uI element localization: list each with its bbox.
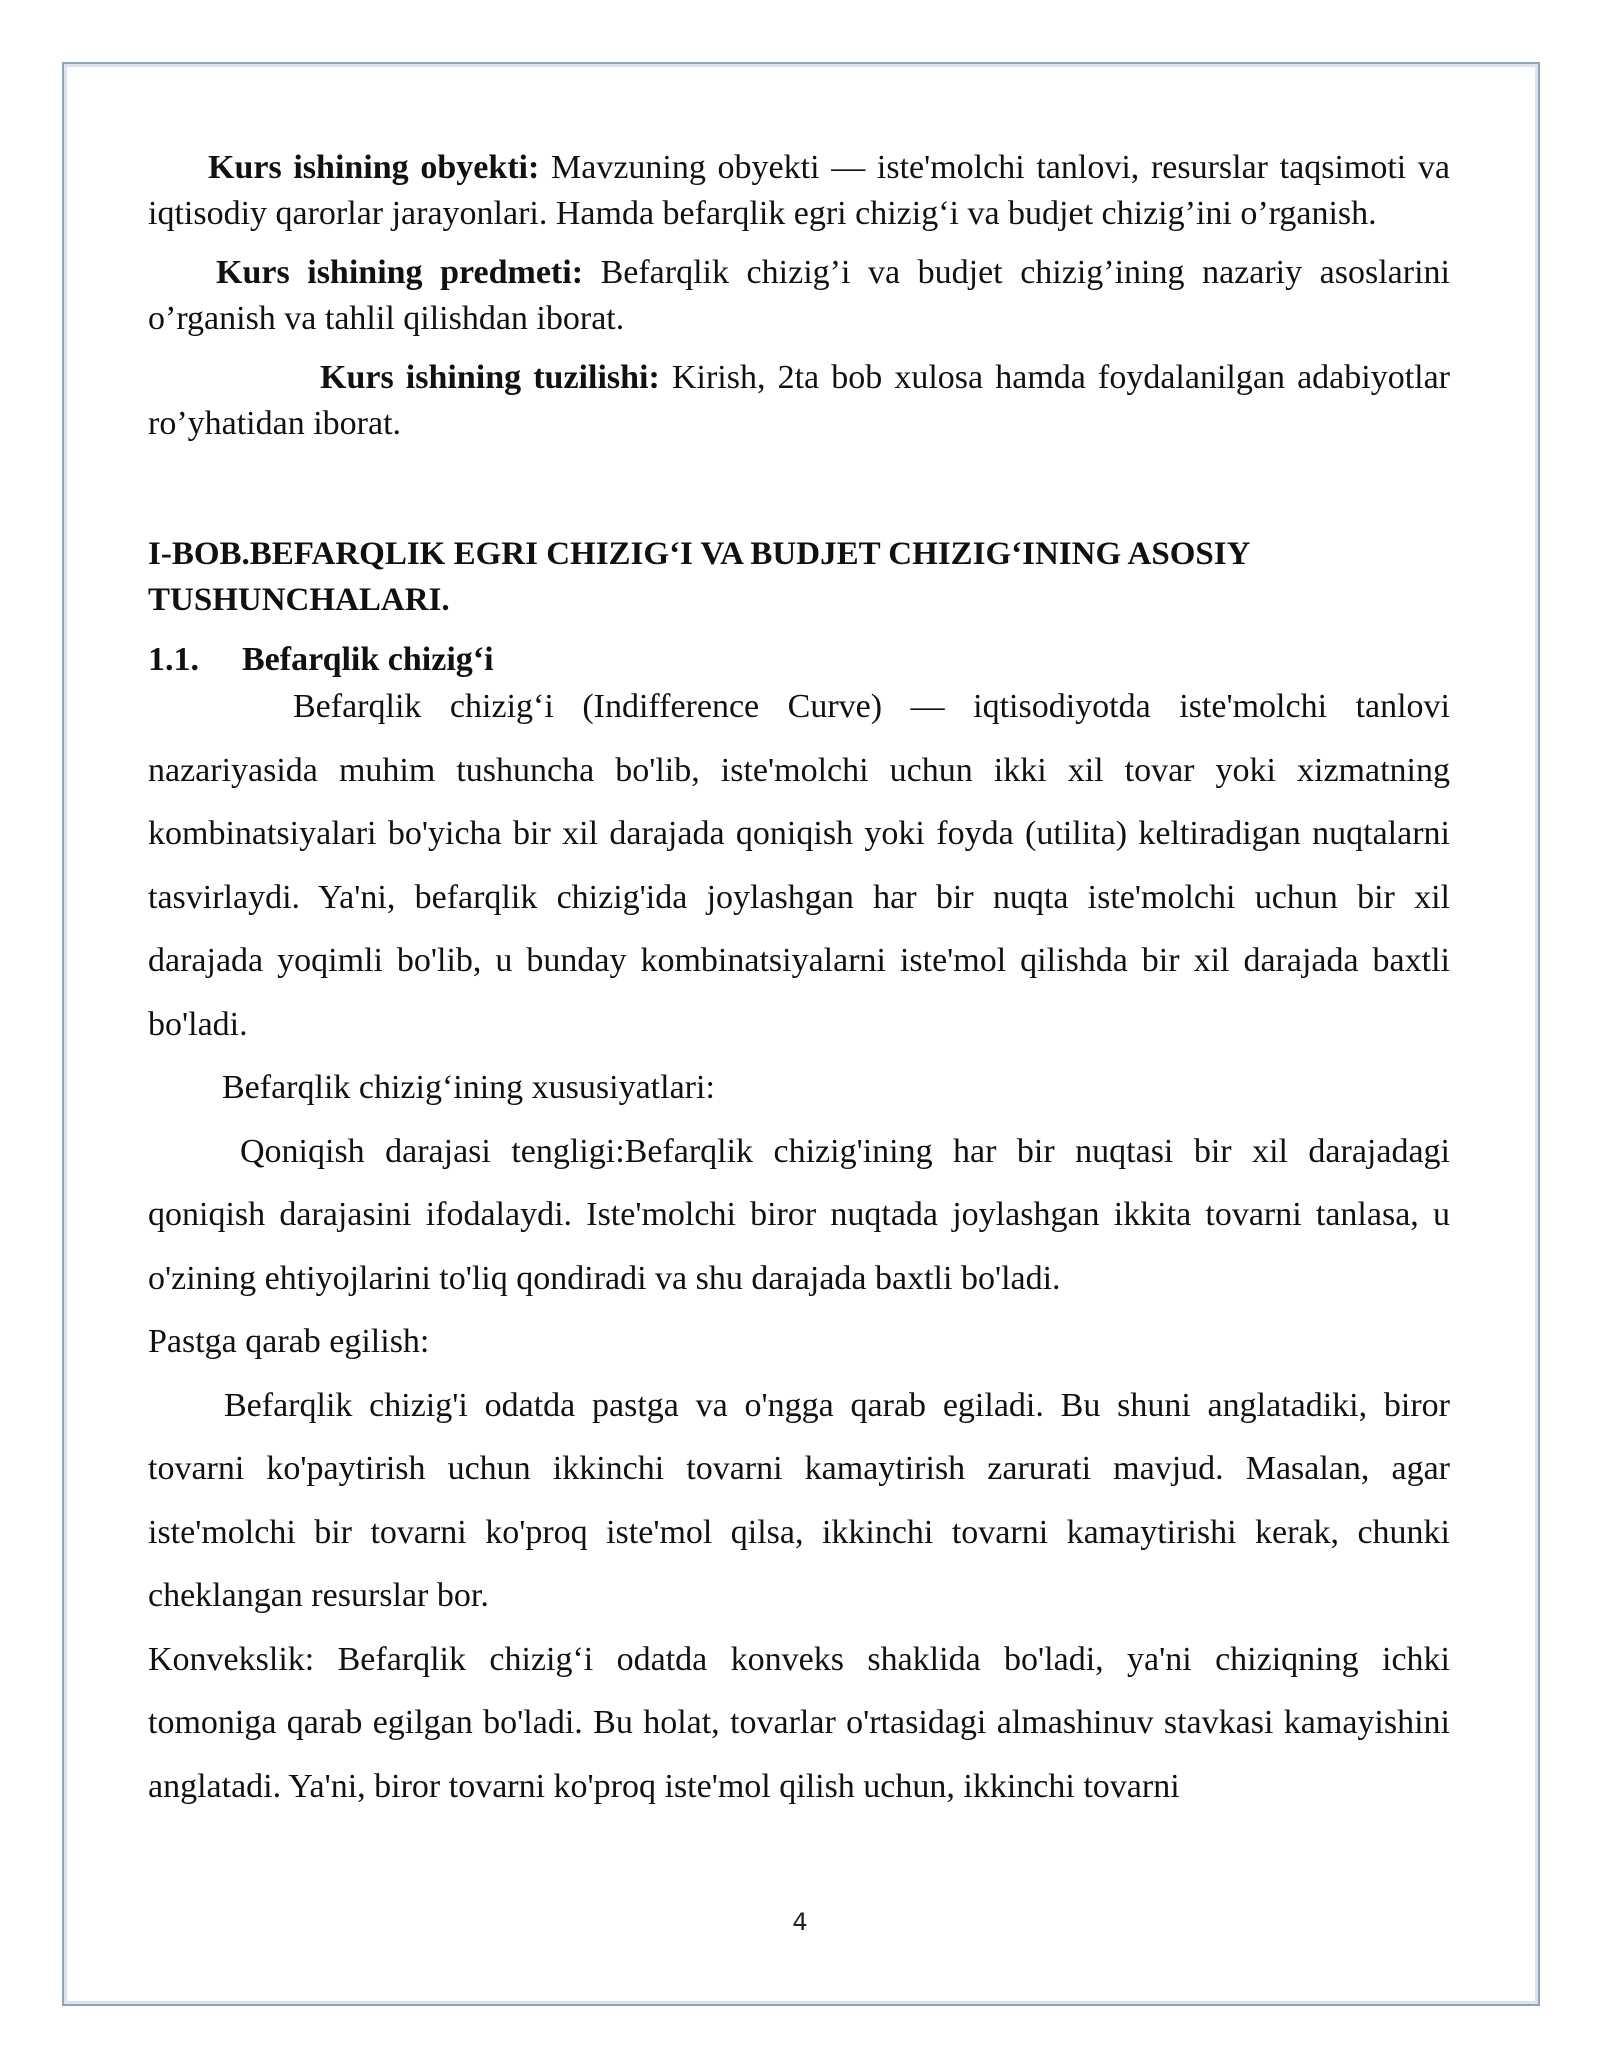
page-number: 4: [792, 1908, 808, 1936]
section-number: 1.1.: [148, 641, 199, 678]
course-object-label: Kurs ishining obyekti:: [208, 149, 540, 186]
course-subject-text: Befarqlik chizig’i va budjet chizig’ining nazariy asoslarini o’rganish va tahlil qilishdan iborat.: [148, 254, 1450, 337]
course-subject-label: Kurs ishining predmeti:: [216, 254, 584, 291]
document-body: [148, 145, 1450, 1818]
course-object-text: Mavzuning obyekti — iste'molchi tanlovi, resurslar taqsimoti va iqtisodiy qarorlar jarayonlari. Hamda befarqlik egri chizig‘i va budjet chizig’ini o’rganish.: [148, 149, 1451, 232]
body-paragraph-properties-heading: Befarqlik chizig‘ining xususiyatlari:: [222, 1069, 715, 1106]
course-structure-paragraph: [148, 355, 1450, 447]
section-title: Befarqlik chizig‘i: [242, 641, 494, 678]
body-paragraph-definition: Befarqlik chizig‘i (Indifference Curve) — iqtisodiyotda iste'molchi tanlovi nazariyasida muhim tushuncha bo'lib, iste'molchi uchun ikki xil tovar yoki xizmatning kombinatsiyalari bo'yicha bir xil darajada qoniqish yoki foyda (utilita) keltiradigan nuqtalarni tasvirlaydi. Ya'ni, befarqlik chizig'ida joylashgan har bir nuqta iste'molchi uchun bir xil darajada yoqimli bo'lib, u bunday kombinatsiyalarni iste'mol qilishda bir xil darajada baxtli bo'ladi.: [148, 688, 1450, 1043]
course-object-paragraph: [148, 145, 1450, 237]
body-paragraph-satisfaction: Qoniqish darajasi tengligi:Befarqlik chizig'ining har bir nuqtasi bir xil darajadagi qoniqish darajasini ifodalaydi. Iste'molchi biror nuqtada joylashgan ikkita tovarni tanlasa, u o'zining ehtiyojlarini to'liq qondiradi va shu darajada baxtli bo'ladi.: [148, 1132, 1450, 1297]
course-subject-paragraph: [148, 250, 1450, 342]
body-paragraph-convexity: Konvekslik: Befarqlik chizig‘i odatda konveks shaklida bo'ladi, ya'ni chiziqning ichki tomoniga qarab egilgan bo'ladi. Bu holat, tovarlar o'rtasidagi almashinuv stavkasi kamayishini anglatadi. Ya'ni, biror tovarni ko'proq iste'mol qilish uchun, ikkinchi tovarni: [148, 1640, 1450, 1805]
body-paragraph-downward-heading: Pastga qarab egilish:: [148, 1323, 430, 1360]
course-structure-text: Kirish, 2ta bob xulosa hamda foydalanilgan adabiyotlar ro’yhatidan iborat.: [148, 359, 1451, 442]
chapter-title: I-BOB.BEFARQLIK EGRI CHIZIG‘I VA BUDJET CHIZIG‘INING ASOSIY TUSHUNCHALARI.: [148, 536, 1250, 618]
body-paragraph-downward: Befarqlik chizig'i odatda pastga va o'ngga qarab egiladi. Bu shuni anglatadiki, biror tovarni ko'paytirish uchun ikkinchi tovarni kamaytirish zarurati mavjud. Masalan, agar iste'molchi bir tovarni ko'proq iste'mol qilsa, ikkinchi tovarni kamaytirishi kerak, chunki cheklangan resurslar bor.: [148, 1386, 1450, 1614]
course-structure-label: Kurs ishining tuzilishi:: [320, 359, 660, 396]
